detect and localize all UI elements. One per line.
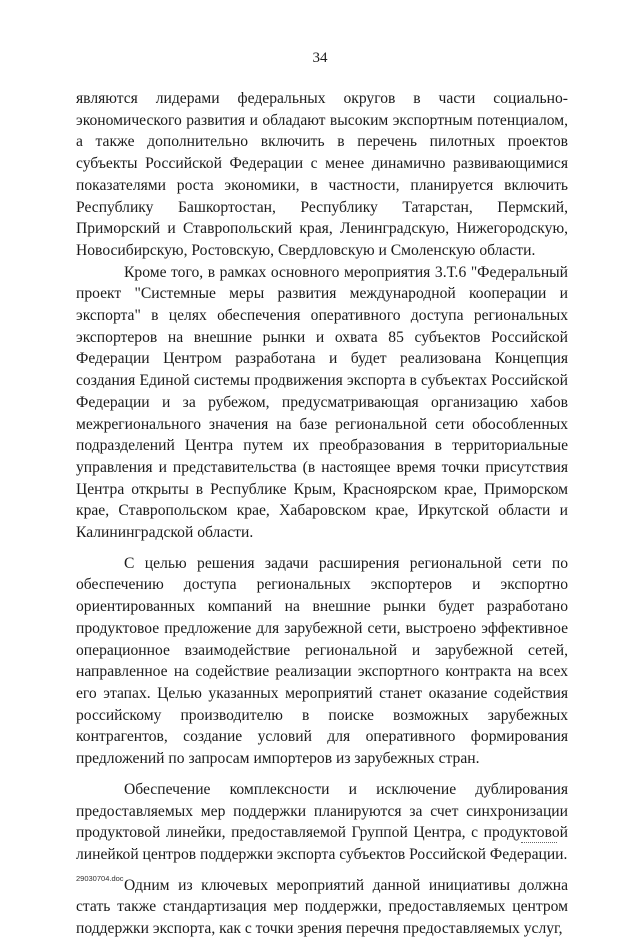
footer-filename: 29030704.doc <box>76 874 124 883</box>
paragraph: С целью решения задачи расширения региональной сети по обеспечению доступа региональных экспортеров и экспортно ориентированных компаний на внешние рынки будет разработано продуктовое предложение для зарубежной сети, выстроено эффективное операционное взаимодействие региональной и зарубежной сетей, направленное на содействие реализации экспортного контракта на всех его этапах. Целью указанных мероприятий станет оказание содействия российскому производителю в поиске возможных зарубежных контрагентов, создание условий для оперативного формирования предложений по запросам импортеров из зарубежных стран. <box>76 554 568 768</box>
paragraph: Одним из ключевых мероприятий данной инициативы должна стать также стандартизация мер поддержки, предоставляемых центром поддержки экспорта, как с точки зрения перечня предоставляемых услуг, <box>76 876 568 938</box>
page-number: 34 <box>312 50 328 66</box>
body-text <box>76 88 568 940</box>
paragraph: Обеспечение комплексности и исключение дублирования предоставляемых мер поддержки планируются за счет синхронизации продуктовой линейки, предоставляемой Группой Центра, с продуктовой линейкой центров поддержки экспорта субъектов Российской Федерации. <box>76 780 568 863</box>
scan-artifact-mark <box>521 842 557 843</box>
paragraph: Кроме того, в рамках основного мероприятия 3.Т.6 "Федеральный проект "Системные меры развития международной кооперации и экспорта" в целях обеспечения оперативного доступа региональных экспортеров на внешние рынки и охвата 85 субъектов Российской Федерации Центром разработана и будет реализована Концепция создания Единой системы продвижения экспорта в субъектах Российской Федерации и за рубежом, предусматривающая организацию хабов межрегионального значения на базе региональной сети обособленных подразделений Центра путем их преобразования в территориальные управления и представительства (в настоящее время точки присутствия Центра открыты в Республике Крым, Красноярском крае, Приморском крае, Ставропольском крае, Хабаровском крае, Иркутской области и Калининградской области. <box>76 263 568 542</box>
paragraph: являются лидерами федеральных округов в части социально-экономического развития и обладают высоким экспортным потенциалом, а также дополнительно включить в перечень пилотных проектов субъекты Российской Федерации с менее динамично развивающимися показателями роста экономики, в частности, планируется включить Республику Башкортостан, Республику Татарстан, Пермский, Приморский и Ставропольский края, Ленинградскую, Нижегородскую, Новосибирскую, Ростовскую, Свердловскую и Смоленскую области. <box>76 90 568 259</box>
